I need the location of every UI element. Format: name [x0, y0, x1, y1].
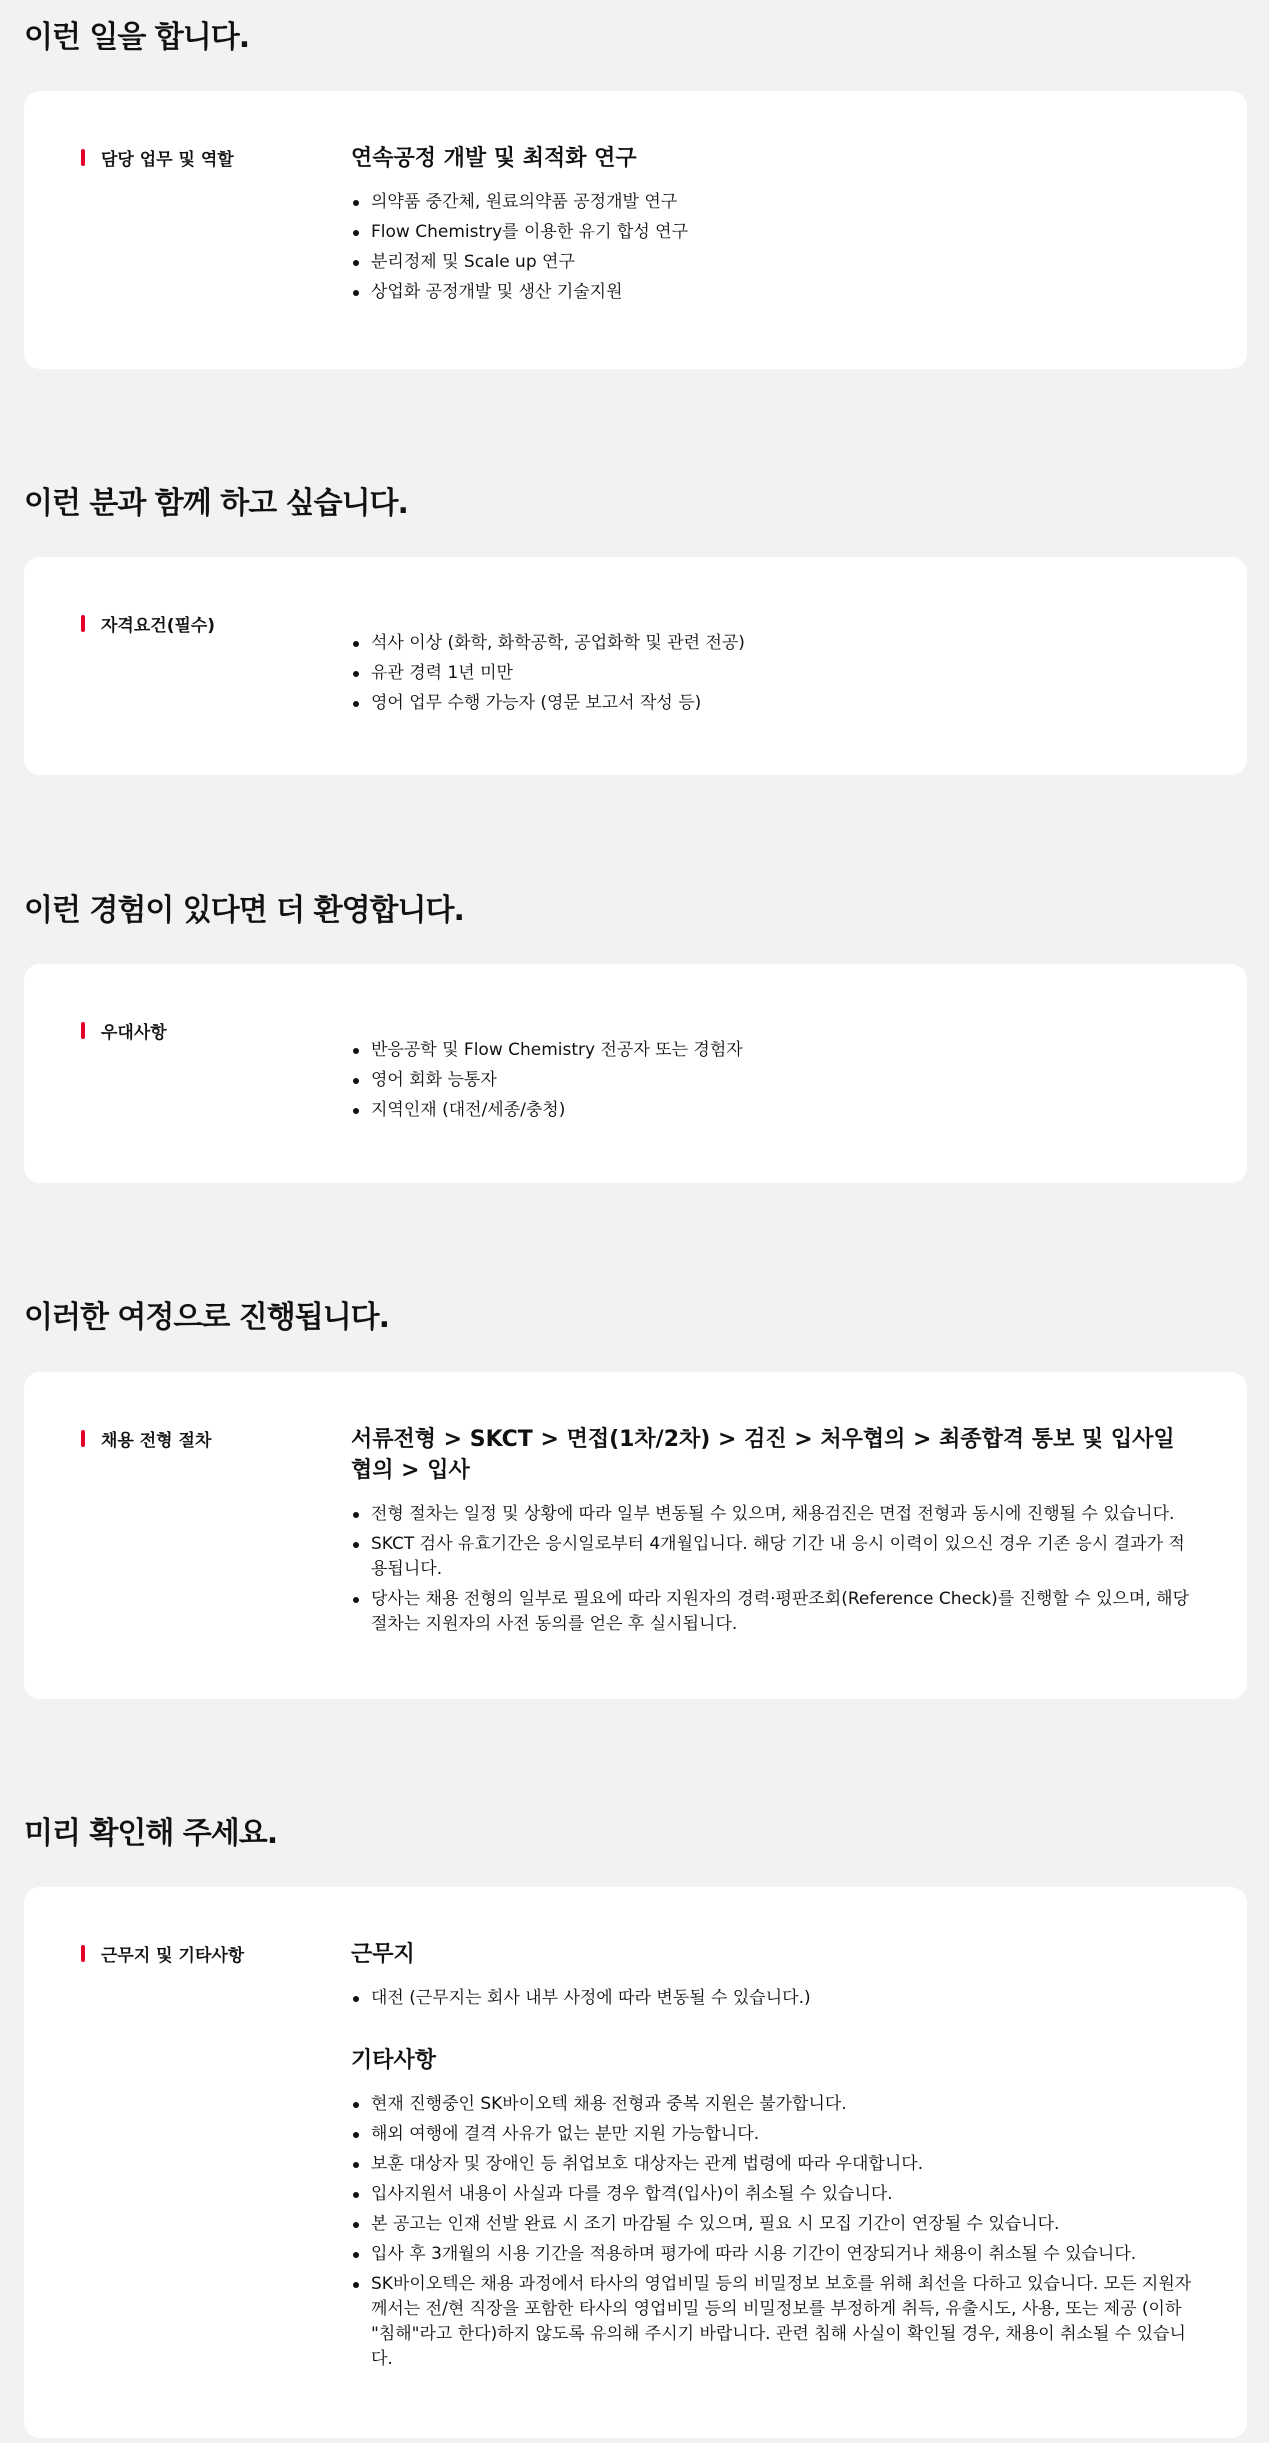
list-item: 당사는 채용 전형의 일부로 필요에 따라 지원자의 경력·평판조회(Reference Check)를 진행할 수 있으며, 해당 절차는 지원자의 사전 동의를 얻은 후 실시됩니다.: [371, 1587, 1201, 1637]
list-item: SK바이오텍은 채용 과정에서 타사의 영업비밀 등의 비밀정보 보호를 위해 최선을 다하고 있습니다. 모든 지원자께서는 전/현 직장을 포함한 타사의 영업비밀 등의 비밀정보를 부정하게 취득, 유출시도, 사용, 또는 제공 (이하 "침해"라고 한다)하지 않도록 유의해 주시기 바랍니다. 관련 침해 사실이 확인될 경우, 채용이 취소될 수 있습니다.: [371, 2272, 1201, 2372]
list-item: 전형 절차는 일정 및 상황에 따라 일부 변동될 수 있으며, 채용검진은 면접 전형과 동시에 진행될 수 있습니다.: [371, 1502, 1201, 1527]
list-item: 입사 후 3개월의 시용 기간을 적용하며 평가에 따라 시용 기간이 연장되거나 채용이 취소될 수 있습니다.: [371, 2242, 1201, 2267]
card-label-text: 담당 업무 및 역할: [101, 150, 234, 170]
card-label: [81, 145, 234, 170]
card-label: [81, 1018, 167, 1043]
card-label-text: 근무지 및 기타사항: [101, 1946, 245, 1966]
list-item: 입사지원서 내용이 사실과 다를 경우 합격(입사)이 취소될 수 있습니다.: [371, 2182, 1201, 2207]
list-item: 상업화 공정개발 및 생산 기술지원: [371, 280, 1211, 305]
list-item: 반응공학 및 Flow Chemistry 전공자 또는 경험자: [371, 1038, 1211, 1063]
card-label: [81, 611, 215, 636]
list-item: SKCT 검사 유효기간은 응시일로부터 4개월입니다. 해당 기간 내 응시 이력이 있으신 경우 기존 응시 결과가 적용됩니다.: [371, 1532, 1201, 1582]
list-item: 영어 회화 능통자: [371, 1068, 1211, 1093]
card: [24, 1887, 1247, 2438]
section-title: 이런 경험이 있다면 더 환영합니다.: [24, 893, 464, 928]
red-marker-icon: [81, 1430, 85, 1447]
card: [24, 91, 1247, 369]
card-content: [351, 1424, 1201, 1642]
red-marker-icon: [81, 1022, 85, 1039]
content-heading: 연속공정 개발 및 최적화 연구: [351, 146, 637, 171]
bullet-list: [351, 1502, 1201, 1637]
bullet-list: [351, 190, 1211, 305]
content-heading: 서류전형 > SKCT > 면접(1차/2차) > 검진 > 처우협의 > 최종합격 통보 및 입사일 협의 > 입사: [351, 1427, 1175, 1483]
bullet-list: [351, 2092, 1201, 2372]
content-heading: 기타사항: [351, 2048, 437, 2073]
section-title: 이런 일을 합니다.: [24, 20, 250, 55]
content-heading: 근무지: [351, 1942, 415, 1967]
card-label: [81, 1941, 244, 1966]
card-content: [351, 631, 1211, 721]
card: [24, 557, 1247, 775]
red-marker-icon: [81, 149, 85, 166]
list-item: 의약품 중간체, 원료의약품 공정개발 연구: [371, 190, 1211, 215]
card-content: [351, 143, 1211, 310]
list-item: 보훈 대상자 및 장애인 등 취업보호 대상자는 관계 법령에 따라 우대합니다.: [371, 2152, 1201, 2177]
red-marker-icon: [81, 615, 85, 632]
card-content: [351, 1939, 1201, 2377]
etc-group: [351, 2045, 1201, 2372]
list-item: 영어 업무 수행 가능자 (영문 보고서 작성 등): [371, 691, 1211, 716]
list-item: 대전 (근무지는 회사 내부 사정에 따라 변동될 수 있습니다.): [371, 1986, 1201, 2011]
list-item: 현재 진행중인 SK바이오텍 채용 전형과 중복 지원은 불가합니다.: [371, 2092, 1201, 2117]
card-label-text: 채용 전형 절차: [101, 1431, 212, 1451]
card: [24, 1372, 1247, 1699]
section-title: 이런 분과 함께 하고 싶습니다.: [24, 486, 408, 521]
card-label-text: 자격요건(필수): [101, 616, 216, 636]
list-item: 지역인재 (대전/세종/충청): [371, 1098, 1211, 1123]
location-group: [351, 1939, 1201, 2011]
list-item: 석사 이상 (화학, 화학공학, 공업화학 및 관련 전공): [371, 631, 1211, 656]
bullet-list: [351, 1986, 1201, 2011]
list-item: Flow Chemistry를 이용한 유기 합성 연구: [371, 220, 1211, 245]
red-marker-icon: [81, 1945, 85, 1962]
bullet-list: [351, 1038, 1211, 1123]
section-title: 이러한 여정으로 진행됩니다.: [24, 1300, 390, 1335]
card-label-text: 우대사항: [101, 1023, 167, 1043]
card-content: [351, 1038, 1211, 1128]
list-item: 본 공고는 인재 선발 완료 시 조기 마감될 수 있으며, 필요 시 모집 기간이 연장될 수 있습니다.: [371, 2212, 1201, 2237]
list-item: 분리정제 및 Scale up 연구: [371, 250, 1211, 275]
card-label: [81, 1426, 211, 1451]
list-item: 유관 경력 1년 미만: [371, 661, 1211, 686]
section-title: 미리 확인해 주세요.: [24, 1816, 278, 1851]
list-item: 해외 여행에 결격 사유가 없는 분만 지원 가능합니다.: [371, 2122, 1201, 2147]
bullet-list: [351, 631, 1211, 716]
card: [24, 964, 1247, 1183]
